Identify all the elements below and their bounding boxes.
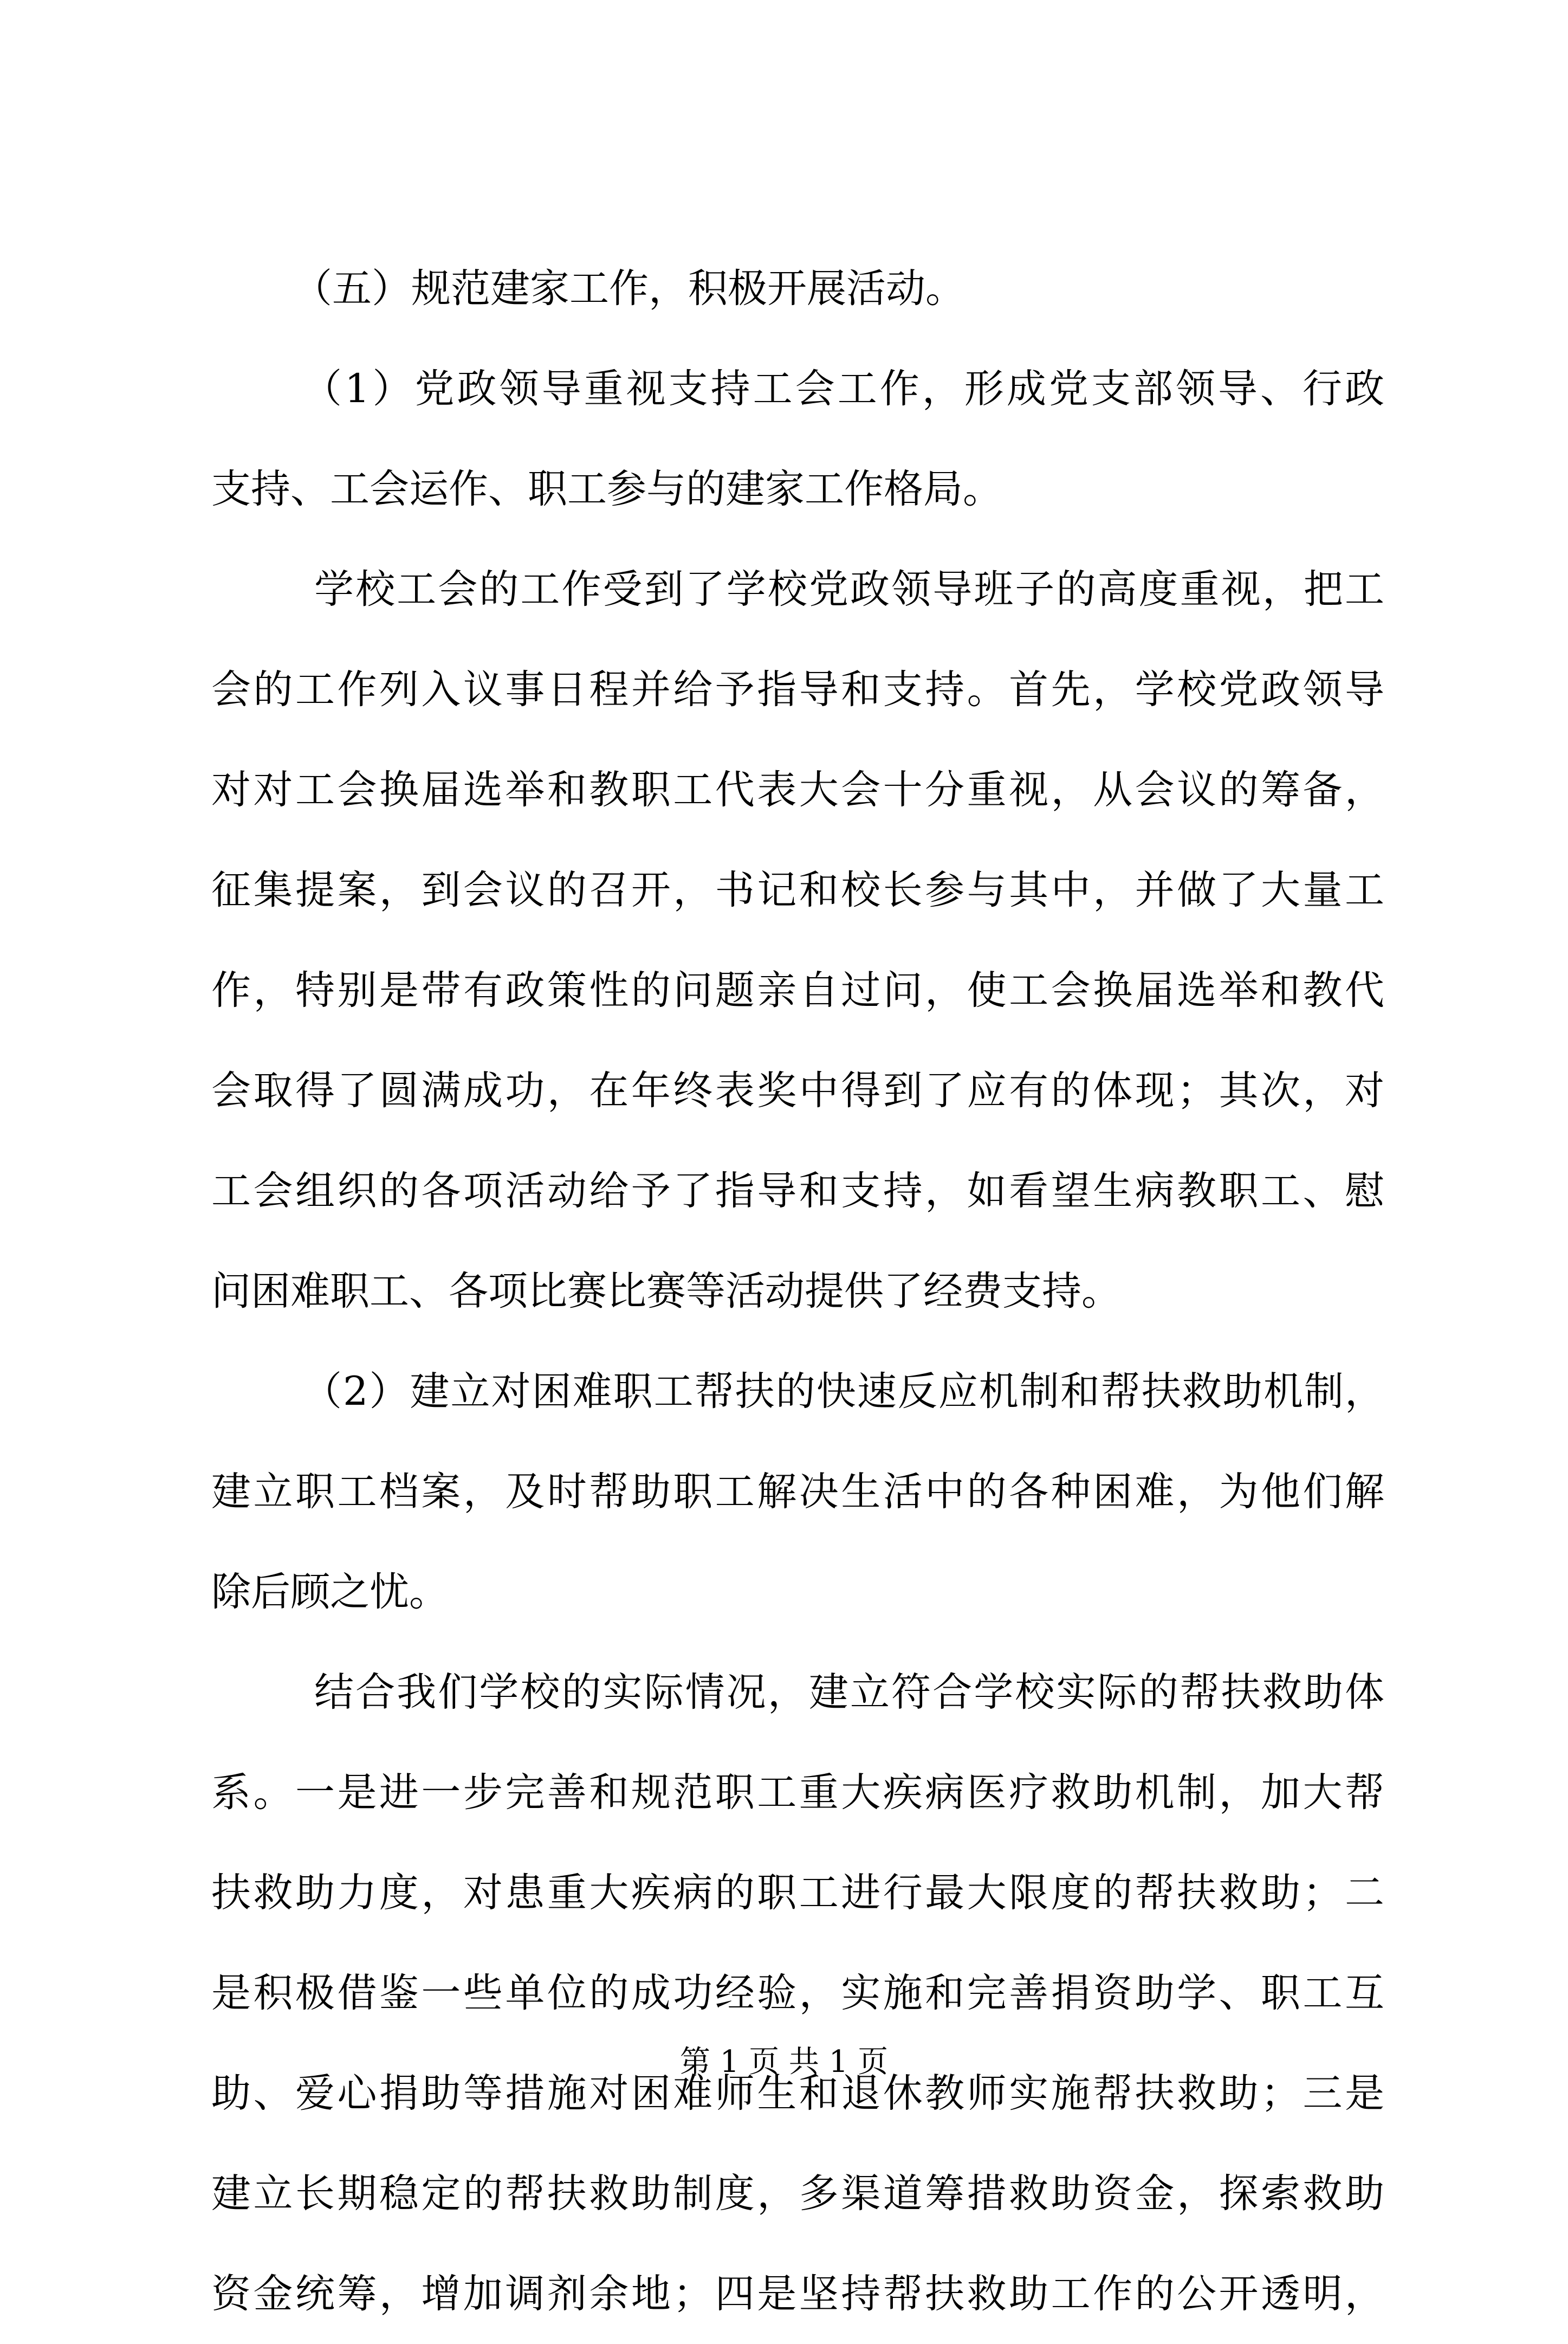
paragraph-line: 建立职工档案，及时帮助职工解决生活中的各种困难，为他们解	[211, 1469, 1384, 1515]
section-heading: （五）规范建家工作，积极开展活动。	[293, 266, 965, 312]
page-footer	[0, 2043, 1568, 2081]
paragraph-line: 会取得了圆满成功，在年终表奖中得到了应有的体现；其次，对	[211, 1068, 1384, 1114]
page-number-label: 第 1 页 共 1 页	[679, 2044, 889, 2080]
paragraph-line: 除后顾之忧。	[211, 1569, 449, 1615]
paragraph-line: 建立长期稳定的帮扶救助制度，多渠道筹措救助资金，探索救助	[211, 2171, 1384, 2217]
document-body	[211, 238, 1384, 2344]
paragraph-line: （1）党政领导重视支持工会工作，形成党支部领导、行政	[302, 366, 1384, 412]
paragraph-line: 问困难职工、各项比赛比赛等活动提供了经费支持。	[211, 1268, 1121, 1314]
paragraph-line: 工会组织的各项活动给予了指导和支持，如看望生病教职工、慰	[211, 1168, 1384, 1214]
paragraph-line: 对对工会换届选举和教职工代表大会十分重视，从会议的筹备，	[211, 767, 1384, 813]
paragraph-line: 征集提案，到会议的召开，书记和校长参与其中，并做了大量工	[211, 867, 1384, 913]
paragraph-line: 作，特别是带有政策性的问题亲自过问，使工会换届选举和教代	[211, 967, 1384, 1013]
paragraph-line: 助、爱心捐助等措施对困难师生和退休教师实施帮扶救助；三是	[211, 2070, 1384, 2116]
paragraph-line: 是积极借鉴一些单位的成功经验，实施和完善捐资助学、职工互	[211, 1970, 1384, 2016]
paragraph-line: 会的工作列入议事日程并给予指导和支持。首先，学校党政领导	[211, 667, 1384, 713]
paragraph-line: 资金统筹，增加调剂余地；四是坚持帮扶救助工作的公开透明，	[211, 2271, 1384, 2317]
paragraph-line: 学校工会的工作受到了学校党政领导班子的高度重视，把工	[314, 566, 1384, 612]
paragraph-line: 系。一是进一步完善和规范职工重大疾病医疗救助机制，加大帮	[211, 1770, 1384, 1816]
paragraph-line: （2）建立对困难职工帮扶的快速反应机制和帮扶救助机制，	[302, 1368, 1384, 1415]
paragraph-line: 结合我们学校的实际情况，建立符合学校实际的帮扶救助体	[314, 1669, 1384, 1715]
paragraph-line: 支持、工会运作、职工参与的建家工作格局。	[211, 466, 1002, 512]
paragraph-line: 扶救助力度，对患重大疾病的职工进行最大限度的帮扶救助；二	[211, 1870, 1384, 1916]
